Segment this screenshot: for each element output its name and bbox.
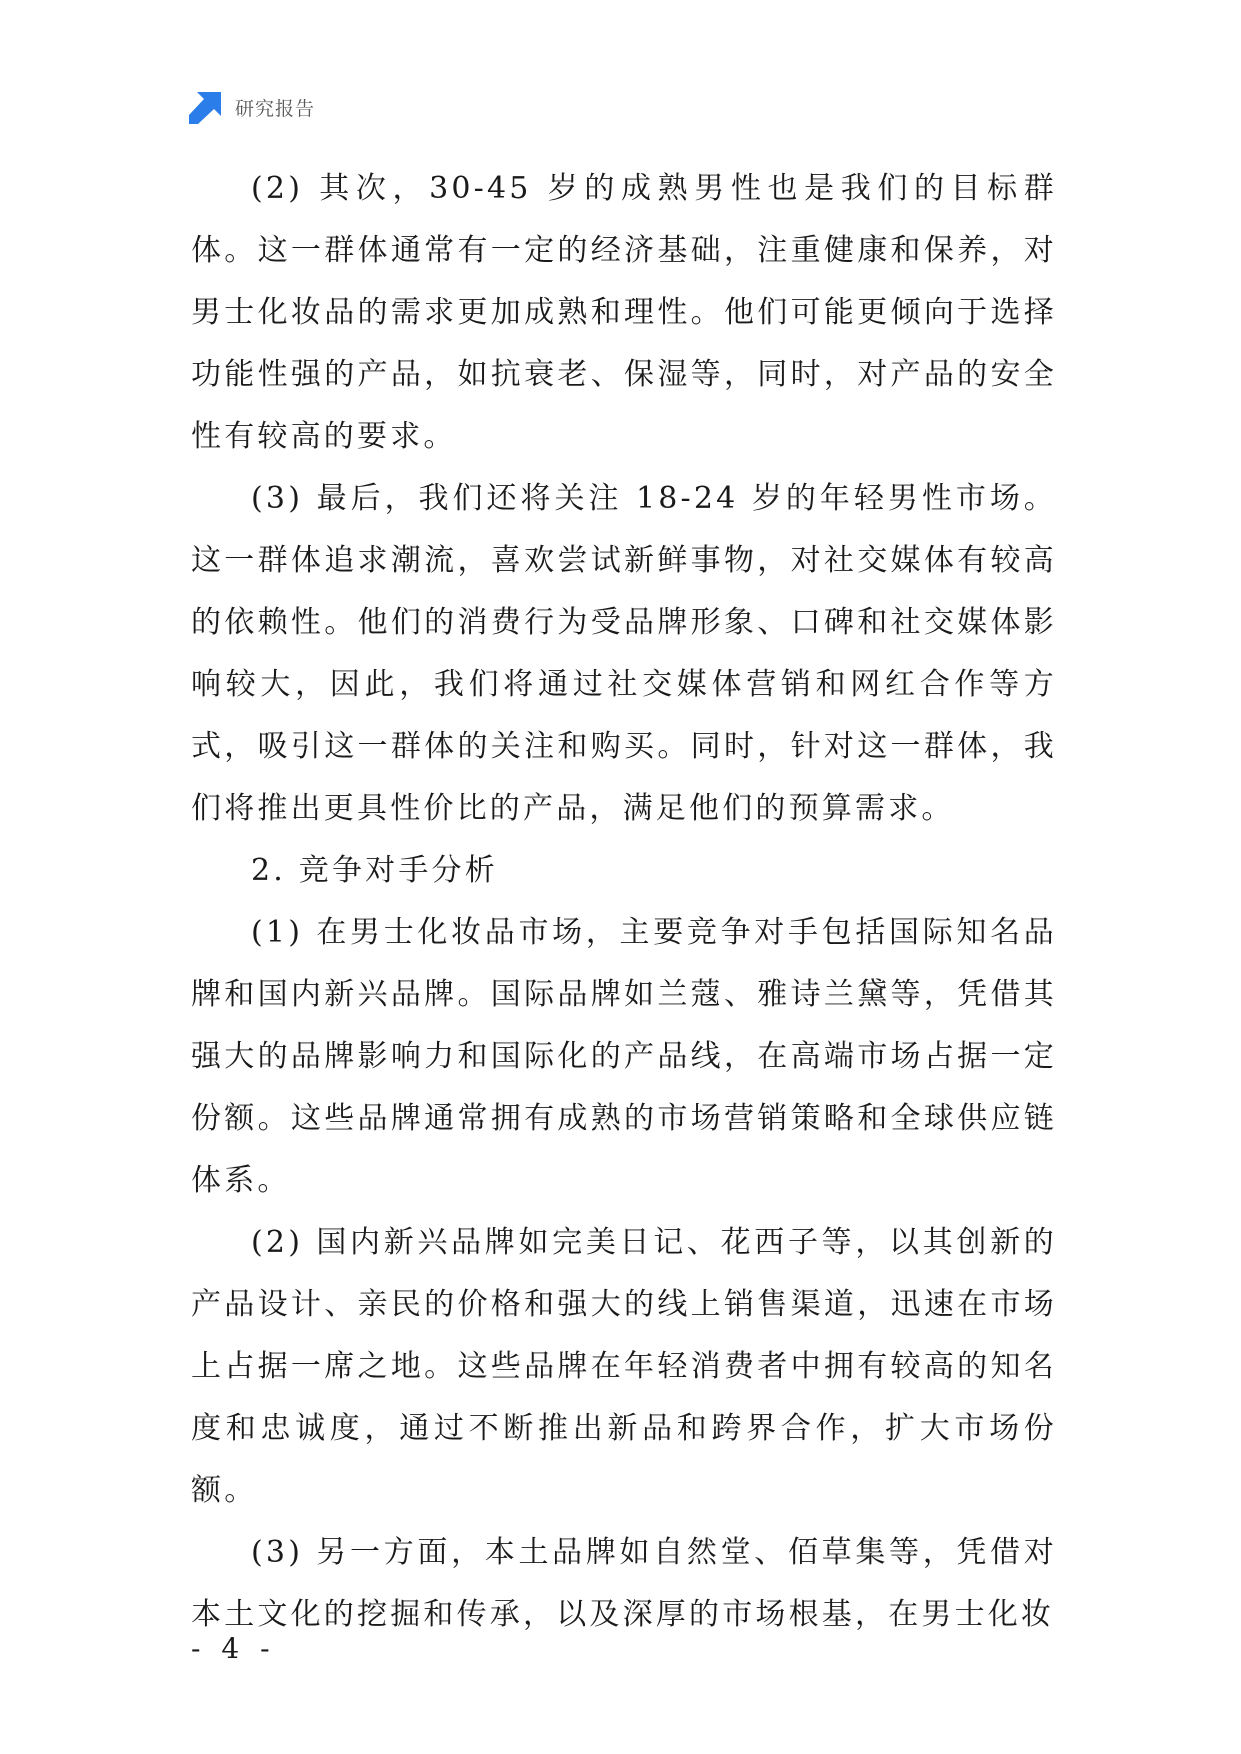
page-number: - 4 - bbox=[191, 1632, 276, 1665]
arrow-up-right-icon bbox=[189, 90, 223, 124]
paragraph-competitors-local: (3) 另一方面，本土品牌如自然堂、佰草集等，凭借对本土文化的挖掘和传承，以及深厚的市场根基，在男士化妆 bbox=[191, 1535, 1057, 1632]
paragraph-target-group-18-24: (3) 最后，我们还将关注 18-24 岁的年轻男性市场。这一群体追求潮流，喜欢尝试新鲜事物，对社交媒体有较高的依赖性。他们的消费行为受品牌形象、口碑和社交媒体影响较大，因此，我们将通过社交媒体营销和网红合作等方式，吸引这一群体的关注和购买。同时，针对这一群体，我们将推出更具性价比的产品，满足他们的预算需求。 bbox=[191, 481, 1057, 826]
paragraph-competitors-domestic: (2) 国内新兴品牌如完美日记、花西子等，以其创新的产品设计、亲民的价格和强大的线上销售渠道，迅速在市场上占据一席之地。这些品牌在年轻消费者中拥有较高的知名度和忠诚度，通过不断推出新品和跨界合作，扩大市场份额。 bbox=[191, 1225, 1057, 1508]
report-header bbox=[189, 90, 315, 124]
paragraph-target-group-30-45: (2) 其次，30-45 岁的成熟男性也是我们的目标群体。这一群体通常有一定的经济基础，注重健康和保养，对男士化妆品的需求更加成熟和理性。他们可能更倾向于选择功能性强的产品，如抗衰老、保湿等，同时，对产品的安全性有较高的要求。 bbox=[191, 171, 1057, 454]
header-title: 研究报告 bbox=[235, 97, 316, 120]
document-body bbox=[191, 158, 1057, 1646]
paragraph-competitors-international: (1) 在男士化妆品市场，主要竞争对手包括国际知名品牌和国内新兴品牌。国际品牌如兰蔻、雅诗兰黛等，凭借其强大的品牌影响力和国际化的产品线，在高端市场占据一定份额。这些品牌通常拥有成熟的市场营销策略和全球供应链体系。 bbox=[191, 915, 1057, 1198]
section-heading-competitor-analysis: 2. 竞争对手分析 bbox=[251, 853, 498, 888]
